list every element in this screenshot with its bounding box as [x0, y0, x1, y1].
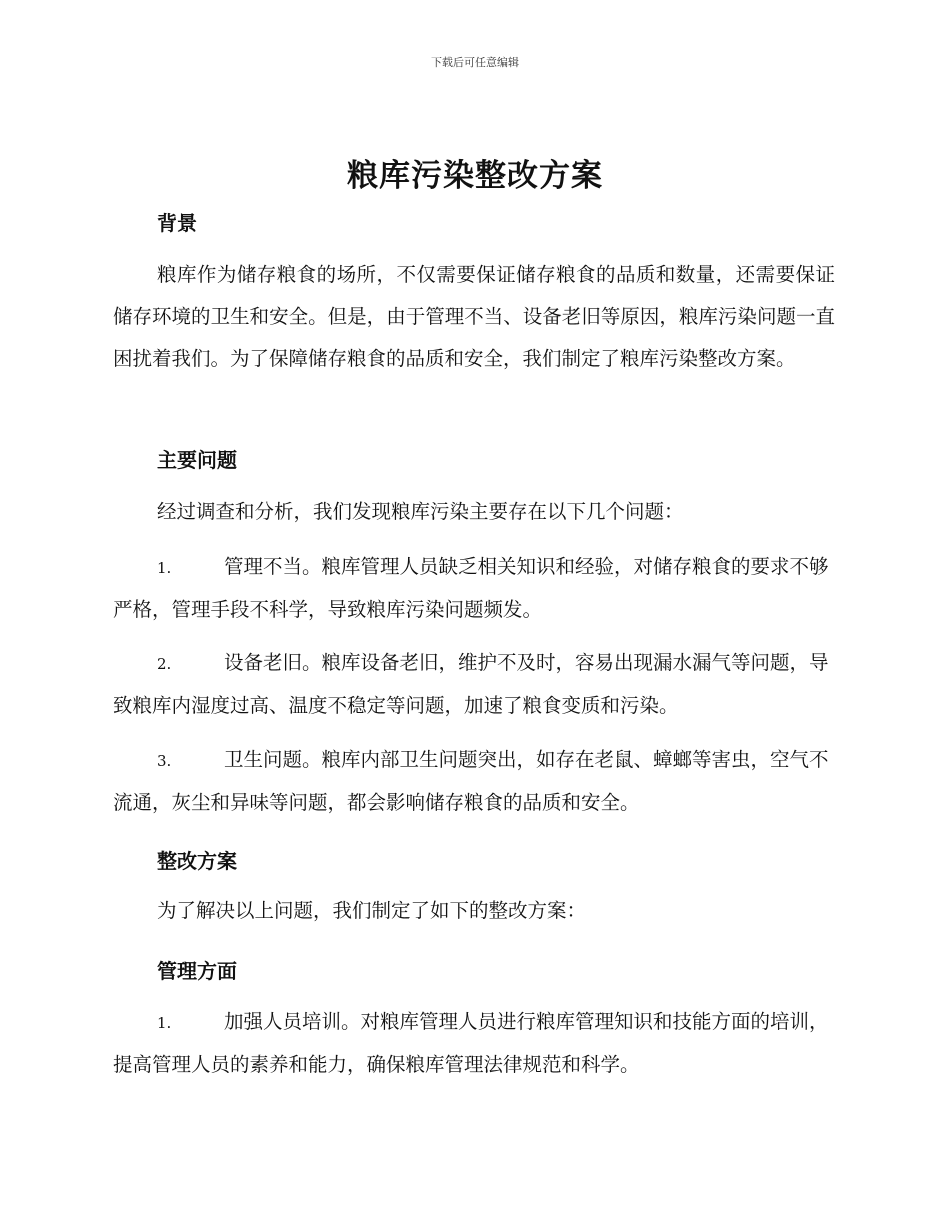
list-item: [113, 642, 835, 727]
heading-plan: 整改方案: [157, 849, 237, 873]
list-item-number: 1.: [157, 1014, 172, 1032]
list-item: [113, 739, 835, 824]
heading-background: 背景: [157, 211, 197, 235]
document-title: 粮库污染整改方案: [347, 158, 603, 194]
paragraph-background: 粮库作为储存粮食的场所，不仅需要保证储存粮食的品质和数量，还需要保证储存环境的卫生和安全。但是，由于管理不当、设备老旧等原因，粮库污染问题一直困扰着我们。为了保障储存粮食的品质和安全，我们制定了粮库污染整改方案。: [113, 263, 835, 370]
paragraph-plan-intro: 为了解决以上问题，我们制定了如下的整改方案：: [157, 899, 587, 922]
paragraph-problems-intro: 经过调查和分析，我们发现粮库污染主要存在以下几个问题：: [157, 500, 684, 523]
header-note: 下载后可任意编辑: [431, 56, 519, 69]
heading-management: 管理方面: [157, 959, 237, 983]
list-item-text: 管理不当。粮库管理人员缺乏相关知识和经验，对储存粮食的要求不够严格，管理手段不科学，导致粮库污染问题频发。: [113, 555, 829, 621]
heading-problems: 主要问题: [157, 448, 237, 472]
list-item-text: 设备老旧。粮库设备老旧，维护不及时，容易出现漏水漏气等问题，导致粮库内湿度过高、温度不稳定等问题，加速了粮食变质和污染。: [113, 651, 829, 717]
list-item-number: 3.: [157, 752, 172, 770]
list-item-text: 加强人员培训。对粮库管理人员进行粮库管理知识和技能方面的培训，提高管理人员的素养和能力，确保粮库管理法律规范和科学。: [113, 1010, 829, 1076]
list-item: [113, 546, 835, 631]
list-item-number: 1.: [157, 559, 172, 577]
list-item-text: 卫生问题。粮库内部卫生问题突出，如存在老鼠、蟑螂等害虫，空气不流通，灰尘和异味等问题，都会影响储存粮食的品质和安全。: [113, 748, 829, 814]
list-item-number: 2.: [157, 655, 172, 673]
list-item: [113, 1001, 835, 1086]
